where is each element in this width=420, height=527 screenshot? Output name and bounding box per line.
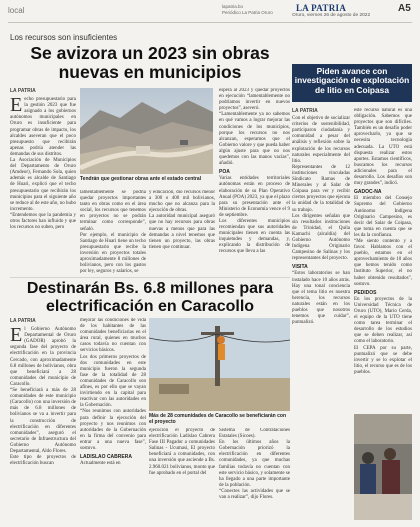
story1-paragraph: La autoridad municipal aseguró que no hay recursos para obras nuevas a menos que para las demandas a nivel tenemos que tienen un proyecto, las obras tienen que continuar.	[149, 214, 215, 250]
story1-column-3	[149, 190, 215, 278]
story1-text: echo presupuestario para la gestión 2023 que fue asignado a los gobiernos autónomos municipales en Oruro es insuficiente para programar obras de impacto, los alcaldes aseveran que el poco presupuesto que recibirán apenas podría atender las demandas de sus distritos.	[10, 97, 76, 157]
story1-paragraph: “Lamentablemente ya no sabemos en qué vamos a lograr mejorar las condiciones de los municipios, porque los recursos no nos alcanzan, esperamos que el Gobierno valore y que pueda haber algún ajuste para que no nos quedemos con las manos vacías”, añadió.	[219, 112, 290, 167]
page-header	[0, 0, 420, 28]
story1-paragraph	[10, 94, 76, 158]
header-web-info	[222, 4, 273, 16]
story2-paragraph: En los últimos años la Gobernación priorizó la electrificación en diferentes comunidades, ya que muchas familias todavía no cuentan con este servicio básico, y solamente se ha llegado a una parte importante de la población.	[219, 440, 290, 488]
story2-headline: Destinarán Bs. 6.8 millones para electrificación en Caracollo	[26, 280, 274, 315]
header-divider	[8, 22, 412, 23]
sidebar-paragraph: El miembro del Consejo Supremo del Gobierno Autónomo Indígena Originario Campesino, es decir del Salar de Coipasa, que toma en cuenta que se les da la confianza.	[354, 196, 412, 238]
story1-column-4	[219, 88, 290, 278]
sidebar-subhead: PEDIDOS	[354, 289, 377, 296]
story1-subhead: POA	[219, 169, 230, 176]
story2-column-3	[149, 428, 215, 521]
story-divider	[10, 277, 290, 278]
story2-photo-power-line	[149, 318, 290, 411]
sidebar-subhead: GADOC-NA	[354, 189, 382, 196]
sidebar-byline: LA PATRIA	[292, 108, 318, 114]
story1-photo-caption: Tendrán que gestionar obras ante el estado central	[80, 176, 202, 182]
story2-paragraph: Actualmente está en	[80, 461, 121, 467]
sidebar-paragraph: Representantes de 12 instituciones vinculadas Sindicato Ramas de Minerales y al Salar de Coipasa para ver y recibir ciertos proyectos que ejecuta la unidad de la totalidad de su trabajo.	[292, 164, 350, 213]
story1-column-2	[80, 190, 146, 278]
dropcap-letter: E	[10, 324, 23, 347]
power-line-image	[149, 318, 290, 411]
story1-paragraph: Por ejemplo, el municipio de Santiago de Huari tiene un techo presupuestario que recibe la inversión en proyectos totales aproximadamente 8 millones de bolivianos, pero con los gastos por ley, seguros y salarios, se	[80, 232, 146, 275]
sidebar-paragraph: Los dirigentes señalan que sin resultados instituciones de Trinidad, el Quila Kamachi (alcaldía) del Gobierno Autónomo Indígena Originario Campesino de Salinas y los representantes del proyecto.	[292, 213, 350, 262]
story1-paragraph: y educación, dio recursos menor a 300 o 400 mil bolivianos, mucho que no alcanza para la ejecución de obras.	[149, 190, 215, 214]
story2-paragraph: “Nos reunimos con autoridades para definir la ejecución del proyecto y nos reunimos con autoridades de la Gobernación en la firma del convenio para entrar a una nueva fase”, sostuvo.	[80, 409, 146, 451]
sidebar-column-2	[354, 108, 412, 411]
sidebar-paragraph: Con el objetivo de socializar criterios de sostenibilidad, participaron ciudadanía y comunidad a pesar del análisis y reflexión sobre la explotación de los recursos naturales especialmente del litio.	[292, 116, 350, 164]
story2-column-2	[80, 318, 146, 521]
story1-paragraph: Varias entidades territoriales autónomas están en proceso de elaboración de su Plan Operativo Anual (POA) 2023, ya que el plazo para su presentación ante el Ministerio de Economía vence el 9 de septiembre.	[219, 176, 290, 218]
newspaper-logo: LA PATRIA	[296, 3, 347, 13]
sidebar-paragraph: “Me siento contento y a favor. Hablamos con el pueblo, estamos en el aprovechamiento de 10 años que hemos tenido como Instituto Superior, el no haber obtenido resultados”, sostuvo.	[354, 238, 412, 287]
story1-paragraph: lamentablemente se podría quedar proyectos importantes tanto en obras como en el área social, los recursos que tenemos en proyectos no se podrán terminar como corresponde”, señaló.	[80, 190, 146, 232]
story2-paragraph: Sistema de Contrataciones Estatales (Sicoes).	[219, 428, 290, 440]
story1-column-1	[10, 88, 76, 278]
story1-paragraph: Los diferentes municipios recomiendan que sus autoridades municipales tienen en cuenta las inquietudes y demandas, y, explicando la distribución de recursos que lleva a las	[219, 218, 290, 255]
story1-paragraph: La Asociación de Municipios del Departamento de Oruro (Amdeor), Fernando Sola, quien además es alcalde de Santiago de Huari, explicó que el techo presupuestario que recibirán los municipios para el siguiente año se reduce al de este año, no hubo incremento.	[10, 158, 76, 212]
story2-paragraph: mejorar las condiciones de vida de los habitantes de las comunidades beneficiarias en el área rural, quienes en muchos casos todavía no cuentan con servicios básicos.	[80, 318, 146, 354]
story2-paragraph: ejecución el proyecto de electrificación Ladislao Cabrera Fase III Pagador a comunidades Salinas - Ucumasi, El proyecto beneficiará a comunidades, con una inversión que asciende a Bs. 2.960.021 bolivianos, monto que fue aprobado en el portal del	[149, 428, 215, 476]
sidebar-column-1	[292, 108, 350, 521]
sidebar-paragraph: este recurso natural es una obligación. Sabemos que proyectos que son difíciles. También es un desafío poder aprovecharlo, ya que se necesita tecnología adecuada. La UTO está dispuesta realizar estos aportes. Estamos científicos, buscamos los recursos adicionales para el desarrollo. Los desafíos son muy grandes”, indicó.	[354, 108, 412, 187]
story2-column-1	[10, 318, 76, 521]
story2-paragraph	[10, 324, 76, 388]
header-website: lapatria.bo	[222, 4, 244, 9]
story2-photo-caption: Más de 28 comunidades de Caracollo se beneficiarán con el proyecto	[149, 413, 286, 425]
sidebar-photo-meeting	[354, 414, 412, 520]
story2-column-4	[219, 428, 290, 521]
story2-byline: LA PATRIA	[10, 318, 36, 324]
sidebar-paragraph: En los proyectos de la Universidad Técnica de Oruro (UTO), Mario Cerda, el equipo de la UTO tiene como tarea terminar el desarrollo de los estudios que se deben realizar, así como el laboratorio.	[354, 296, 412, 345]
sidebar-paragraph: El CEPA por su parte, puntualizó que se debe invertir y se lo explotar el litio, el recurso que es de los pueblos.	[354, 345, 412, 375]
story2-paragraph: Los dos primeros proyectos de dos comunidades en este municipio fueron la segunda fase de la totalidad de 28 comunidades de Caracollo son afines, es por ello que se vayan invirtiendo en la capital para reactivar con las autoridades en la Gobernación.	[80, 354, 146, 409]
story2-paragraph: “Conectes las actividades que se van a realizar”, dijo Flores.	[219, 488, 290, 501]
header-social: Periódico La Patria Oruro	[222, 10, 273, 15]
story1-photo-mountain-road	[80, 88, 213, 174]
story1-headline: Se avizora un 2023 sin obras nuevas en municipios	[30, 43, 270, 82]
header-date: Oruro, viernes 26 de agosto de 2022	[292, 13, 371, 18]
mountain-road-image	[80, 88, 213, 174]
story2-paragraph: Este tipo de proyectos de electrificación buscan	[10, 455, 76, 467]
story2-subhead: LADISLAO CABRERA	[80, 454, 132, 461]
page-number: A5	[398, 3, 411, 14]
sidebar-subhead: VISITA	[292, 264, 308, 271]
sidebar-paragraph: “Estos laboratorios se han instalado hace 10 años atrás. Hay una tonal conciencia que el tema litio es nuestra herencia, los recursos naturales están en los pueblos que nosotros tenemos que cuidar”, puntualizó.	[292, 271, 350, 326]
story2-paragraph: “Se beneficiará a más de 28 comunidades de este municipio (Caracollo) con una inversión de más de 6.8 millones de bolivianos se va a invertir para la construcción de electrificación en diferentes comunidades”, aseguró el secretario de Infraestructura del Gobierno Autónomo Departamental, Aldo Flores.	[10, 388, 76, 454]
story1-kicker: Los recursos son insuficientes	[10, 33, 118, 42]
sidebar-headline: Piden avance con investigación de explotación de litio en Coipasa	[294, 66, 410, 95]
meeting-image	[354, 414, 412, 520]
story1-byline: LA PATRIA	[10, 88, 36, 94]
story2-text: l Gobierno Autónomo Departamental de Oruro (GADOR) aprobó la segunda fase del proyecto de electrificación en la provincia Cercado, con aproximadamente 6.8 millones de bolivianos, obra que beneficiará a 28 comunidades del municipio de Caracollo.	[10, 327, 76, 387]
section-label: local	[8, 6, 25, 15]
dropcap-letter: E	[10, 94, 23, 117]
story1-paragraph: espera al 2023 y quedar proyectos en ejecución “lamentablemente no podríamos invertir en nuevos proyectos”, aseveró.	[219, 88, 290, 112]
story1-paragraph: “Entendemos que la pandemia y otros factores han influido y que los recursos no suben, pero	[10, 212, 76, 231]
